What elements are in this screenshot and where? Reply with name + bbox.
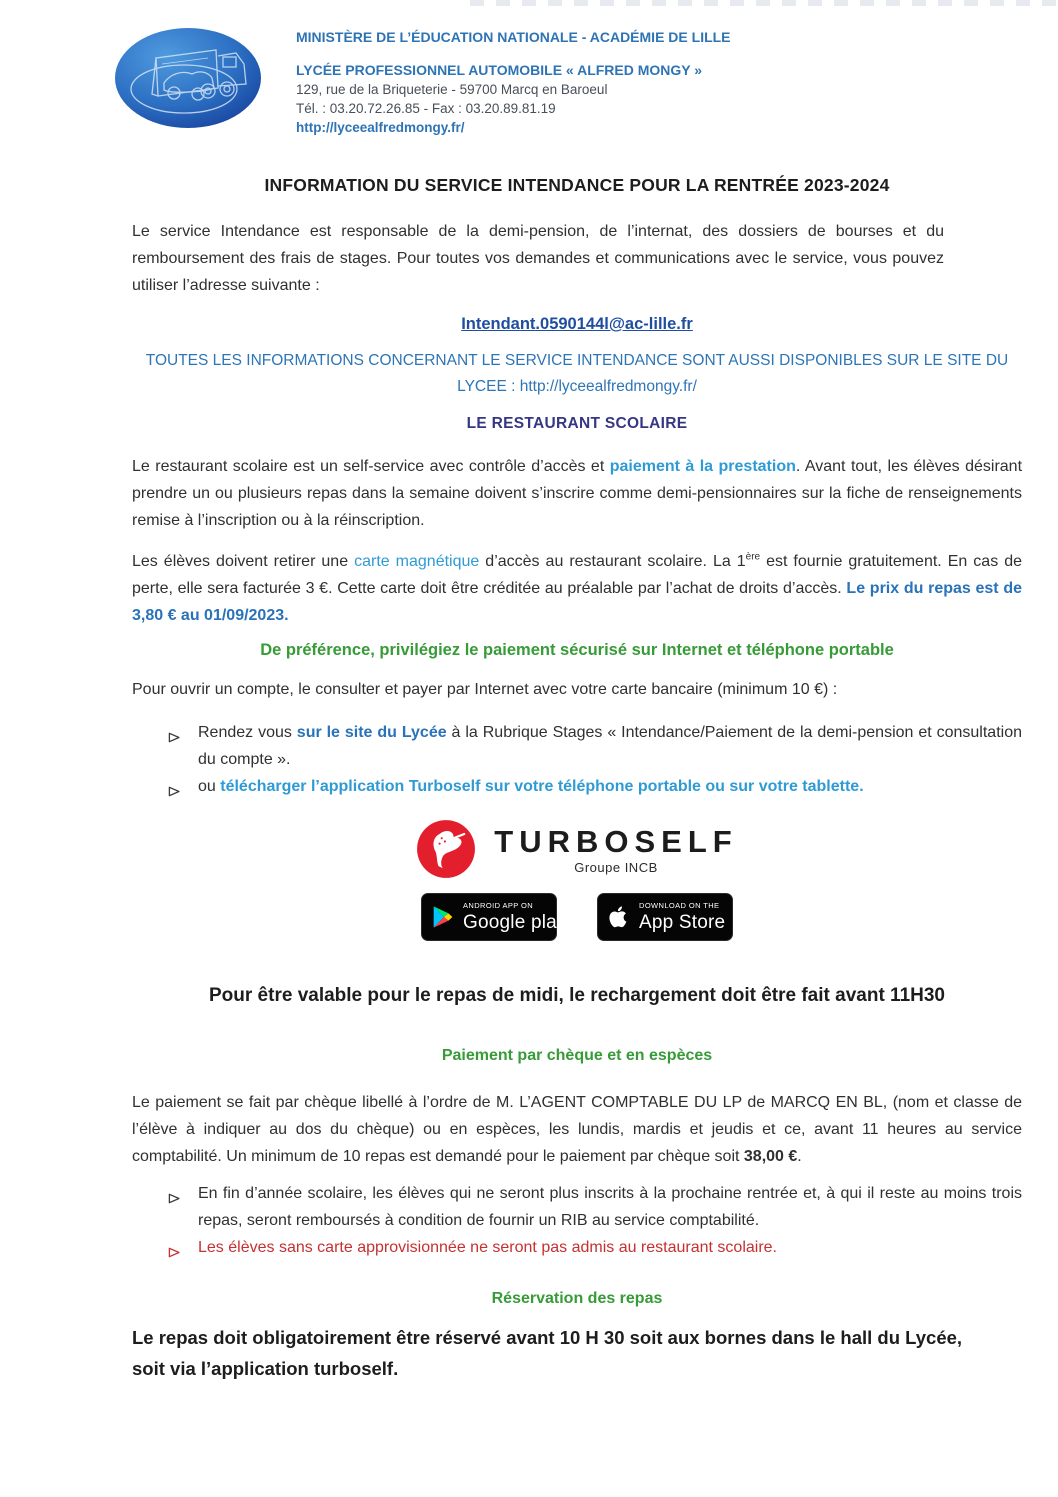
superscript-ere: ère	[745, 551, 761, 563]
arrow-bullet-icon	[168, 773, 198, 807]
text-segment: Les élèves doivent retirer une	[132, 553, 355, 570]
text-segment: d’accès au restaurant scolaire. La 1	[479, 553, 746, 570]
scan-artifact	[470, 0, 1058, 6]
google-play-badge[interactable]	[421, 893, 567, 941]
intro-paragraph: Le service Intendance est responsable de la demi-pension, de l’internat, des dossiers de bourses et du remboursement des frais de stages. Pour toutes vos demandes et communications avec le service, vous pouvez utiliser l’adresse suivante :	[132, 223, 944, 294]
document-body	[0, 175, 1058, 1384]
highlight-38-euros: 38,00 €	[743, 1148, 798, 1165]
turboself-wordmark	[494, 824, 737, 875]
school-website-link[interactable]: http://lyceealfredmongy.fr/	[296, 120, 465, 135]
school-logo-icon	[112, 26, 264, 130]
reservation-paragraph: Le repas doit obligatoirement être réservé avant 10 H 30 soit aux bornes dans le hall du Lycée, soit via l’application turboself.	[132, 1327, 963, 1379]
arrow-bullet-red-icon	[168, 1234, 198, 1268]
google-play-tagline: ANDROID APP ON	[463, 901, 534, 911]
cheque-paragraph	[132, 1089, 1022, 1170]
text-segment: Le restaurant scolaire est un self-service avec contrôle d’accès et	[132, 458, 610, 475]
school-address: 129, rue de la Briqueterie - 59700 Marcq en Baroeul	[296, 82, 608, 97]
online-payment-bullets	[132, 719, 1022, 807]
list-item-text: En fin d’année scolaire, les élèves qui ne seront plus inscrits à la prochaine rentrée et, à qui il reste au moins trois repas, seront remboursés à condition de fournir un RIB au service comptabilité.	[198, 1185, 1022, 1229]
email-row	[132, 299, 1022, 334]
highlight-telecharger-app: télécharger l’application Turboself sur votre téléphone portable ou sur votre tablette.	[220, 778, 864, 795]
arrow-bullet-icon	[168, 719, 198, 773]
app-store-badge[interactable]	[597, 893, 733, 941]
list-item-text	[198, 773, 1022, 807]
school-name: LYCÉE PROFESSIONNEL AUTOMOBILE « ALFRED MONGY »	[296, 62, 703, 78]
turboself-groupe-label: Groupe INCB	[574, 859, 658, 875]
alert-text: Les élèves sans carte approvisionnée ne seront pas admis au restaurant scolaire.	[198, 1239, 777, 1256]
cheque-bullets	[132, 1180, 1022, 1268]
online-payment-intro: Pour ouvrir un compte, le consulter et payer par Internet avec votre carte bancaire (minimum 10 €) :	[132, 681, 838, 698]
google-play-badge-text	[463, 902, 567, 932]
app-store-tagline: DOWNLOAD ON THE	[639, 901, 720, 911]
text-segment: . Avant tout, les élèves désirant prendre un ou plusieurs repas dans la semaine doivent s’inscrire comme demi-pensionnaires sur la fiche de renseignements remise à l’inscription ou à la réinscription.	[132, 458, 1023, 529]
list-item	[168, 1180, 1022, 1234]
list-item-alert	[168, 1234, 1022, 1268]
email-link[interactable]: Intendant.0590144l@ac-lille.fr	[461, 315, 693, 333]
highlight-site-lycee: sur le site du Lycée	[296, 724, 447, 741]
highlight-paiement-prestation: paiement à la prestation	[609, 458, 796, 475]
turboself-brand-text: TURBOSELF	[494, 823, 738, 859]
restaurant-paragraph-1	[132, 453, 1022, 534]
highlight-carte-magnetique: carte magnétique	[354, 553, 480, 570]
text-segment: à la Rubrique Stages « Intendance/Paiement de la demi-pension et consultation du compte ».	[198, 724, 1023, 768]
text-segment: .	[797, 1148, 802, 1165]
recharge-notice: Pour être valable pour le repas de midi, le rechargement doit être fait avant 11H30	[209, 985, 945, 1006]
reservation-section-heading: Réservation des repas	[491, 1290, 663, 1307]
text-segment: ou	[198, 778, 221, 795]
ministry-line: MINISTÈRE DE L’ÉDUCATION NATIONALE - ACADÉMIE DE LILLE	[296, 29, 731, 45]
restaurant-section-heading: LE RESTAURANT SCOLAIRE	[466, 415, 688, 432]
google-play-icon	[432, 905, 454, 929]
text-segment: est fournie gratuitement. En cas de perte, elle sera facturée 3 €. Cette carte doit être créditée au préalable par l’achat de droits d’accès.	[132, 553, 1022, 597]
restaurant-paragraph-2	[132, 548, 1022, 629]
header-text-block	[296, 26, 731, 137]
apple-icon	[608, 905, 630, 929]
highlight-prix-repas: Le prix du repas est de 3,80 € au 01/09/2023.	[132, 580, 1023, 624]
turboself-logo	[132, 819, 1022, 879]
online-payment-heading: De préférence, privilégiez le paiement sécurisé sur Internet et téléphone portable	[260, 641, 894, 659]
app-store-label: App Store	[639, 911, 726, 933]
turboself-bird-icon	[416, 819, 476, 879]
google-play-label: Google play	[463, 911, 567, 933]
arrow-bullet-icon	[168, 1180, 198, 1234]
store-badges	[132, 893, 1022, 941]
list-item	[168, 719, 1022, 773]
app-store-badge-text	[639, 902, 725, 932]
list-item	[168, 773, 1022, 807]
text-segment: Le paiement se fait par chèque libellé à l’ordre de M. L’AGENT COMPTABLE DU LP de MARCQ EN BL, (nom et classe de l’élève à indiquer au dos du chèque) ou en espèces, les lundis, mardis et jeudis et ce, avant 11 heures au service comptabilité. Un minimum de 10 repas est demandé pour le paiement par chèque soit	[132, 1094, 1022, 1165]
site-notice: TOUTES LES INFORMATIONS CONCERNANT LE SERVICE INTENDANCE SONT AUSSI DISPONIBLES SUR LE SITE DU LYCEE : http://lyceealfredmongy.fr/	[145, 352, 1009, 395]
school-phone-fax: Tél. : 03.20.72.26.85 - Fax : 03.20.89.81.19	[296, 101, 556, 116]
document-header	[112, 26, 1058, 137]
cheque-section-heading: Paiement par chèque et en espèces	[441, 1047, 713, 1064]
text-segment: Rendez vous	[198, 724, 297, 741]
list-item-text	[198, 719, 1022, 773]
page-title: INFORMATION DU SERVICE INTENDANCE POUR LA RENTRÉE 2023-2024	[264, 175, 890, 195]
